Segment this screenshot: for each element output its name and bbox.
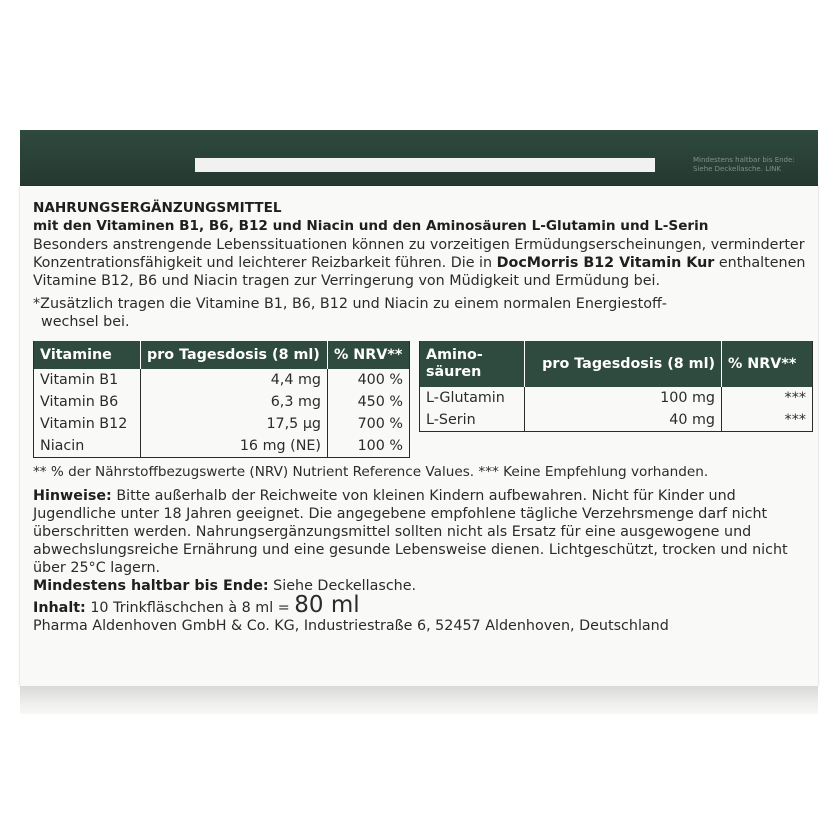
product-category: NAHRUNGSERGÄNZUNGSMITTEL xyxy=(33,200,282,216)
nrv-footnote: ** % der Nährstoffbezugswerte (NRV) Nutrient Reference Values. *** Keine Empfehlung vorhanden. xyxy=(33,464,709,480)
table-row xyxy=(34,413,410,435)
vitamin-dose: 4,4 mg xyxy=(141,369,328,391)
hinweise-label: Hinweise: xyxy=(33,488,112,504)
hinweise-text: Bitte außerhalb der Reichweite von kleinen Kindern aufbewahren. Nicht für Kinder und Jugendliche unter 18 Jahren geeignet. Die angegebene empfohlene tägliche Verzehrsmenge darf nicht überschritten werden. Nahrungsergänzungsmittel sollten nicht als Ersatz für eine ausgewogene und abwechslungsreiche Ernährung und eine gesunde Lebensweise dienen. Lichtgeschützt, trocken und nicht über 25°C lagern. xyxy=(33,488,788,576)
box-bottom-shadow xyxy=(20,686,818,714)
label-content xyxy=(33,199,813,635)
intro-text-after: enthaltenen Vitamine B12, B6 und Niacin tragen zur Verringerung von Müdigkeit und Ermüdung bei. xyxy=(33,255,806,289)
mirrored-text: Mindestens haltbar bis Ende: Siehe Deckellasche. LINK xyxy=(693,156,795,173)
vitamin-col-dose: pro Tagesdosis (8 ml) xyxy=(141,341,328,369)
vitamin-name: Niacin xyxy=(34,435,141,458)
vitamin-dose: 17,5 µg xyxy=(141,413,328,435)
best-before-text: Siehe Deckellasche. xyxy=(268,578,417,594)
intro-paragraph xyxy=(33,236,813,290)
amino-name: L-Serin xyxy=(420,409,525,432)
product-name: DocMorris B12 Vitamin Kur xyxy=(496,255,715,271)
amino-nrv: *** xyxy=(722,409,813,432)
vitamin-nrv: 400 % xyxy=(357,372,403,388)
amino-dose: 100 mg xyxy=(525,387,722,409)
vitamin-nrv: 700 % xyxy=(357,416,403,432)
amino-header-line-2: säuren xyxy=(426,364,482,380)
nutrition-tables xyxy=(33,341,813,453)
amino-acid-table xyxy=(419,341,813,432)
vitamin-col-nrv: % NRV** xyxy=(328,341,410,369)
hinweise-paragraph xyxy=(33,487,813,577)
best-before xyxy=(33,577,813,595)
vitamin-col-name: Vitamine xyxy=(34,341,141,369)
vitamin-name: Vitamin B6 xyxy=(34,391,141,413)
note-line-2: wechsel bei. xyxy=(41,314,130,330)
note-line-1: *Zusätzlich tragen die Vitamine B1, B6, B12 und Niacin zu einem normalen Energiestoff- xyxy=(33,296,667,312)
vitamin-dose: 6,3 mg xyxy=(141,391,328,413)
box-top-flap xyxy=(20,130,818,186)
manufacturer-address: Pharma Aldenhoven GmbH & Co. KG, Industriestraße 6, 52457 Aldenhoven, Deutschland xyxy=(33,618,669,634)
energy-note xyxy=(33,295,813,331)
table-row xyxy=(420,387,813,409)
amino-name: L-Glutamin xyxy=(420,387,525,409)
contents-label: Inhalt: xyxy=(33,600,86,616)
amino-dose: 40 mg xyxy=(525,409,722,432)
vitamin-table xyxy=(33,341,410,458)
label-strip xyxy=(195,158,655,172)
contents-volume: 80 ml xyxy=(294,592,360,618)
vitamin-nrv: 100 % xyxy=(328,435,410,458)
intro-text-before: Besonders anstrengende Lebenssituationen können zu vorzeitigen Ermüdungserscheinungen, verminderter Konzentrationsfähigkeit und leichterer Reizbarkeit führen. Die in xyxy=(33,237,805,271)
vitamin-name: Vitamin B1 xyxy=(34,369,141,391)
amino-header-line-1: Amino- xyxy=(426,347,483,363)
contents xyxy=(33,592,813,618)
amino-nrv: *** xyxy=(784,390,806,406)
table-row xyxy=(34,435,410,458)
best-before-label: Mindestens haltbar bis Ende: xyxy=(33,578,269,594)
table-row xyxy=(420,409,813,432)
amino-col-name xyxy=(420,341,525,387)
contents-text: 10 Trinkfläschchen à 8 ml = xyxy=(85,600,295,616)
vitamin-nrv: 450 % xyxy=(357,394,403,410)
table-row xyxy=(34,391,410,413)
vitamin-name: Vitamin B12 xyxy=(34,413,141,435)
amino-col-nrv: % NRV** xyxy=(722,341,813,387)
product-subtitle: mit den Vitaminen B1, B6, B12 und Niacin und den Aminosäuren L-Glutamin und L-Serin xyxy=(33,218,709,234)
vitamin-dose: 16 mg (NE) xyxy=(141,435,328,458)
table-row xyxy=(34,369,410,391)
amino-col-dose: pro Tagesdosis (8 ml) xyxy=(525,341,722,387)
